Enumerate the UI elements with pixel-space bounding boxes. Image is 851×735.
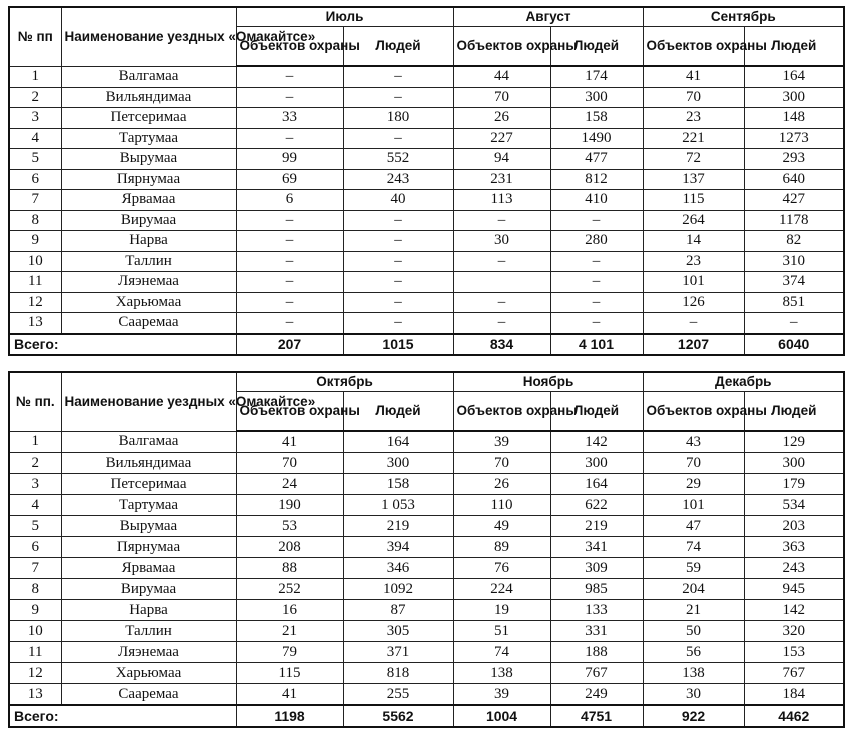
objects-value: 138 bbox=[643, 663, 744, 684]
header-objects: Объектов охраны bbox=[236, 27, 343, 67]
people-value: 622 bbox=[550, 495, 643, 516]
district-name: Ляэнемаа bbox=[61, 642, 236, 663]
table-body bbox=[9, 431, 844, 727]
objects-value: 227 bbox=[453, 128, 550, 149]
objects-value: – bbox=[236, 292, 343, 313]
row-number: 13 bbox=[9, 684, 61, 706]
objects-value: – bbox=[236, 272, 343, 293]
header-num: № пп bbox=[9, 7, 61, 66]
people-value: 164 bbox=[550, 474, 643, 495]
district-name: Пярнумаа bbox=[61, 169, 236, 190]
district-name: Валгамаа bbox=[61, 66, 236, 87]
people-value: 142 bbox=[550, 431, 643, 453]
district-name: Сааремаа bbox=[61, 684, 236, 706]
objects-value: 101 bbox=[643, 272, 744, 293]
objects-value: 89 bbox=[453, 537, 550, 558]
people-value: 812 bbox=[550, 169, 643, 190]
objects-value: 72 bbox=[643, 149, 744, 170]
objects-value: 24 bbox=[236, 474, 343, 495]
header-objects: Объектов охраны bbox=[453, 392, 550, 432]
people-value: 300 bbox=[550, 87, 643, 108]
people-value: – bbox=[343, 251, 453, 272]
objects-value: 6 bbox=[236, 190, 343, 211]
district-name: Нарва bbox=[61, 231, 236, 252]
objects-value: 138 bbox=[453, 663, 550, 684]
objects-value: 231 bbox=[453, 169, 550, 190]
people-value: – bbox=[343, 231, 453, 252]
objects-value: 30 bbox=[453, 231, 550, 252]
people-value: 341 bbox=[550, 537, 643, 558]
people-value: 331 bbox=[550, 621, 643, 642]
objects-value: 50 bbox=[643, 621, 744, 642]
people-value: 249 bbox=[550, 684, 643, 706]
table-row bbox=[9, 169, 844, 190]
district-name: Таллин bbox=[61, 251, 236, 272]
objects-value: 88 bbox=[236, 558, 343, 579]
objects-value: 252 bbox=[236, 579, 343, 600]
people-value: – bbox=[744, 313, 844, 334]
row-number: 10 bbox=[9, 251, 61, 272]
district-name: Харьюмаа bbox=[61, 292, 236, 313]
people-value: 82 bbox=[744, 231, 844, 252]
people-value: 371 bbox=[343, 642, 453, 663]
objects-value: 264 bbox=[643, 210, 744, 231]
row-number: 6 bbox=[9, 169, 61, 190]
objects-value: 21 bbox=[236, 621, 343, 642]
total-label: Всего: bbox=[9, 705, 236, 727]
people-value: 1092 bbox=[343, 579, 453, 600]
people-value: 374 bbox=[744, 272, 844, 293]
people-value: 320 bbox=[744, 621, 844, 642]
objects-value: 19 bbox=[453, 600, 550, 621]
objects-value: – bbox=[236, 210, 343, 231]
people-value: 300 bbox=[744, 87, 844, 108]
total-objects: 834 bbox=[453, 334, 550, 356]
table-row bbox=[9, 537, 844, 558]
people-value: 818 bbox=[343, 663, 453, 684]
people-value: 300 bbox=[744, 453, 844, 474]
header-objects: Объектов охраны bbox=[643, 27, 744, 67]
district-name: Пярнумаа bbox=[61, 537, 236, 558]
objects-value: 115 bbox=[643, 190, 744, 211]
total-row bbox=[9, 334, 844, 356]
people-value: 243 bbox=[343, 169, 453, 190]
district-name: Петсеримаа bbox=[61, 474, 236, 495]
people-value: 394 bbox=[343, 537, 453, 558]
district-name: Таллин bbox=[61, 621, 236, 642]
people-value: 87 bbox=[343, 600, 453, 621]
objects-value: – bbox=[236, 251, 343, 272]
objects-value: 41 bbox=[643, 66, 744, 87]
objects-value: 99 bbox=[236, 149, 343, 170]
objects-value: 69 bbox=[236, 169, 343, 190]
total-people: 4462 bbox=[744, 705, 844, 727]
people-value: 153 bbox=[744, 642, 844, 663]
total-people: 1015 bbox=[343, 334, 453, 356]
header-objects: Объектов охраны bbox=[643, 392, 744, 432]
people-value: 179 bbox=[744, 474, 844, 495]
objects-value bbox=[453, 272, 550, 293]
people-value: 148 bbox=[744, 108, 844, 129]
objects-value: 70 bbox=[453, 87, 550, 108]
objects-value: 70 bbox=[236, 453, 343, 474]
objects-value: 70 bbox=[643, 87, 744, 108]
header-month: Декабрь bbox=[643, 372, 844, 392]
people-value: 158 bbox=[550, 108, 643, 129]
people-value: – bbox=[343, 87, 453, 108]
district-name: Нарва bbox=[61, 600, 236, 621]
people-value: – bbox=[550, 292, 643, 313]
row-number: 2 bbox=[9, 453, 61, 474]
row-number: 9 bbox=[9, 231, 61, 252]
people-value: – bbox=[550, 272, 643, 293]
people-value: 300 bbox=[550, 453, 643, 474]
header-district-name: Наименование уездных «Омакайтсе» bbox=[61, 372, 236, 431]
table-jul-sep bbox=[8, 6, 845, 356]
people-value: 346 bbox=[343, 558, 453, 579]
people-value: 184 bbox=[744, 684, 844, 706]
table-row bbox=[9, 190, 844, 211]
people-value: – bbox=[343, 313, 453, 334]
table-row bbox=[9, 231, 844, 252]
table-row bbox=[9, 108, 844, 129]
row-number: 12 bbox=[9, 292, 61, 313]
table-row bbox=[9, 684, 844, 706]
objects-value: 26 bbox=[453, 108, 550, 129]
people-value: 310 bbox=[744, 251, 844, 272]
people-value: 1490 bbox=[550, 128, 643, 149]
people-value: 164 bbox=[343, 431, 453, 453]
table-row bbox=[9, 558, 844, 579]
table-row bbox=[9, 149, 844, 170]
objects-value: 59 bbox=[643, 558, 744, 579]
objects-value: 190 bbox=[236, 495, 343, 516]
total-objects: 1198 bbox=[236, 705, 343, 727]
total-people: 6040 bbox=[744, 334, 844, 356]
people-value: 133 bbox=[550, 600, 643, 621]
row-number: 4 bbox=[9, 128, 61, 149]
objects-value: 208 bbox=[236, 537, 343, 558]
objects-value: 51 bbox=[453, 621, 550, 642]
row-number: 5 bbox=[9, 149, 61, 170]
row-number: 4 bbox=[9, 495, 61, 516]
objects-value: 49 bbox=[453, 516, 550, 537]
table-row bbox=[9, 313, 844, 334]
objects-value: 94 bbox=[453, 149, 550, 170]
people-value: 40 bbox=[343, 190, 453, 211]
objects-value: 70 bbox=[453, 453, 550, 474]
objects-value: 16 bbox=[236, 600, 343, 621]
header-people: Людей bbox=[343, 392, 453, 432]
objects-value: 39 bbox=[453, 684, 550, 706]
total-objects: 922 bbox=[643, 705, 744, 727]
table-row bbox=[9, 431, 844, 453]
objects-value: 76 bbox=[453, 558, 550, 579]
row-number: 3 bbox=[9, 108, 61, 129]
header-people: Людей bbox=[550, 392, 643, 432]
district-name: Вырумаа bbox=[61, 516, 236, 537]
objects-value: 115 bbox=[236, 663, 343, 684]
row-number: 9 bbox=[9, 600, 61, 621]
header-people: Людей bbox=[550, 27, 643, 67]
district-name: Сааремаа bbox=[61, 313, 236, 334]
objects-value: 101 bbox=[643, 495, 744, 516]
district-name: Вирумаа bbox=[61, 210, 236, 231]
objects-value: 41 bbox=[236, 684, 343, 706]
people-value: 767 bbox=[550, 663, 643, 684]
objects-value: 23 bbox=[643, 251, 744, 272]
district-name: Вирумаа bbox=[61, 579, 236, 600]
district-name: Вильяндимаа bbox=[61, 453, 236, 474]
district-name: Тартумаа bbox=[61, 128, 236, 149]
people-value: 363 bbox=[744, 537, 844, 558]
people-value: 640 bbox=[744, 169, 844, 190]
header-month: Октябрь bbox=[236, 372, 453, 392]
header-month: Июль bbox=[236, 7, 453, 27]
objects-value: 26 bbox=[453, 474, 550, 495]
district-name: Валгамаа bbox=[61, 431, 236, 453]
row-number: 1 bbox=[9, 66, 61, 87]
people-value: 945 bbox=[744, 579, 844, 600]
header-month: Ноябрь bbox=[453, 372, 643, 392]
people-value: 1178 bbox=[744, 210, 844, 231]
people-value: 985 bbox=[550, 579, 643, 600]
objects-value: 44 bbox=[453, 66, 550, 87]
table-row bbox=[9, 453, 844, 474]
district-name: Харьюмаа bbox=[61, 663, 236, 684]
objects-value: – bbox=[453, 313, 550, 334]
objects-value: 23 bbox=[643, 108, 744, 129]
objects-value: 79 bbox=[236, 642, 343, 663]
people-value: 219 bbox=[343, 516, 453, 537]
total-people: 5562 bbox=[343, 705, 453, 727]
objects-value: 56 bbox=[643, 642, 744, 663]
people-value: 188 bbox=[550, 642, 643, 663]
total-row bbox=[9, 705, 844, 727]
row-number: 3 bbox=[9, 474, 61, 495]
header-objects: Объектов охраны bbox=[453, 27, 550, 67]
row-number: 13 bbox=[9, 313, 61, 334]
objects-value: 137 bbox=[643, 169, 744, 190]
header-objects: Объектов охраны bbox=[236, 392, 343, 432]
people-value: 243 bbox=[744, 558, 844, 579]
people-value: – bbox=[550, 313, 643, 334]
objects-value: 70 bbox=[643, 453, 744, 474]
objects-value: 33 bbox=[236, 108, 343, 129]
header-people: Людей bbox=[744, 27, 844, 67]
header-people: Людей bbox=[744, 392, 844, 432]
table-row bbox=[9, 642, 844, 663]
objects-value: 126 bbox=[643, 292, 744, 313]
table-row bbox=[9, 579, 844, 600]
people-value: – bbox=[343, 292, 453, 313]
objects-value: 43 bbox=[643, 431, 744, 453]
table-row bbox=[9, 128, 844, 149]
people-value: 158 bbox=[343, 474, 453, 495]
table-row bbox=[9, 663, 844, 684]
table-oct-dec bbox=[8, 371, 845, 728]
header-month: Август bbox=[453, 7, 643, 27]
district-name: Ярвамаа bbox=[61, 558, 236, 579]
objects-value: – bbox=[236, 231, 343, 252]
objects-value: 74 bbox=[453, 642, 550, 663]
people-value: 203 bbox=[744, 516, 844, 537]
objects-value: 47 bbox=[643, 516, 744, 537]
objects-value: 41 bbox=[236, 431, 343, 453]
objects-value: 14 bbox=[643, 231, 744, 252]
people-value: 534 bbox=[744, 495, 844, 516]
people-value: 309 bbox=[550, 558, 643, 579]
table-row bbox=[9, 251, 844, 272]
objects-value: 39 bbox=[453, 431, 550, 453]
district-name: Ляэнемаа bbox=[61, 272, 236, 293]
table-body bbox=[9, 66, 844, 355]
header-num: № пп. bbox=[9, 372, 61, 431]
people-value: 410 bbox=[550, 190, 643, 211]
objects-value: 21 bbox=[643, 600, 744, 621]
people-value: 300 bbox=[343, 453, 453, 474]
objects-value: – bbox=[453, 251, 550, 272]
objects-value: 30 bbox=[643, 684, 744, 706]
people-value: 305 bbox=[343, 621, 453, 642]
people-value: 1273 bbox=[744, 128, 844, 149]
table-row bbox=[9, 516, 844, 537]
table-row bbox=[9, 600, 844, 621]
district-name: Петсеримаа bbox=[61, 108, 236, 129]
header-people: Людей bbox=[343, 27, 453, 67]
row-number: 10 bbox=[9, 621, 61, 642]
objects-value: 29 bbox=[643, 474, 744, 495]
row-number: 12 bbox=[9, 663, 61, 684]
objects-value: 224 bbox=[453, 579, 550, 600]
total-objects: 207 bbox=[236, 334, 343, 356]
table-row bbox=[9, 495, 844, 516]
objects-value: 221 bbox=[643, 128, 744, 149]
people-value: – bbox=[343, 128, 453, 149]
row-number: 7 bbox=[9, 558, 61, 579]
objects-value: – bbox=[453, 210, 550, 231]
row-number: 8 bbox=[9, 210, 61, 231]
people-value: 851 bbox=[744, 292, 844, 313]
objects-value: – bbox=[453, 292, 550, 313]
district-name: Тартумаа bbox=[61, 495, 236, 516]
total-label: Всего: bbox=[9, 334, 236, 356]
table-row bbox=[9, 87, 844, 108]
header-district-name: Наименование уездных «Омакайтсе» bbox=[61, 7, 236, 66]
people-value: 427 bbox=[744, 190, 844, 211]
objects-value: – bbox=[236, 128, 343, 149]
people-value: 164 bbox=[744, 66, 844, 87]
row-number: 11 bbox=[9, 642, 61, 663]
people-value: 552 bbox=[343, 149, 453, 170]
row-number: 1 bbox=[9, 431, 61, 453]
row-number: 7 bbox=[9, 190, 61, 211]
row-number: 11 bbox=[9, 272, 61, 293]
people-value: 1 053 bbox=[343, 495, 453, 516]
district-name: Вырумаа bbox=[61, 149, 236, 170]
people-value: – bbox=[343, 210, 453, 231]
table-row bbox=[9, 272, 844, 293]
total-objects: 1207 bbox=[643, 334, 744, 356]
district-name: Вильяндимаа bbox=[61, 87, 236, 108]
objects-value: 74 bbox=[643, 537, 744, 558]
people-value: 293 bbox=[744, 149, 844, 170]
total-people: 4 101 bbox=[550, 334, 643, 356]
people-value: – bbox=[343, 66, 453, 87]
people-value: 255 bbox=[343, 684, 453, 706]
objects-value: 204 bbox=[643, 579, 744, 600]
row-number: 6 bbox=[9, 537, 61, 558]
row-number: 8 bbox=[9, 579, 61, 600]
people-value: – bbox=[343, 272, 453, 293]
people-value: 477 bbox=[550, 149, 643, 170]
objects-value: 110 bbox=[453, 495, 550, 516]
people-value: 174 bbox=[550, 66, 643, 87]
row-number: 5 bbox=[9, 516, 61, 537]
table-row bbox=[9, 292, 844, 313]
total-people: 4751 bbox=[550, 705, 643, 727]
header-month: Сентябрь bbox=[643, 7, 844, 27]
people-value: – bbox=[550, 210, 643, 231]
people-value: – bbox=[550, 251, 643, 272]
objects-value: – bbox=[643, 313, 744, 334]
people-value: 129 bbox=[744, 431, 844, 453]
table-row bbox=[9, 210, 844, 231]
people-value: 180 bbox=[343, 108, 453, 129]
table-row bbox=[9, 66, 844, 87]
objects-value: 113 bbox=[453, 190, 550, 211]
total-objects: 1004 bbox=[453, 705, 550, 727]
district-name: Ярвамаа bbox=[61, 190, 236, 211]
people-value: 280 bbox=[550, 231, 643, 252]
row-number: 2 bbox=[9, 87, 61, 108]
table-row bbox=[9, 621, 844, 642]
objects-value: – bbox=[236, 313, 343, 334]
people-value: 142 bbox=[744, 600, 844, 621]
objects-value: – bbox=[236, 66, 343, 87]
objects-value: 53 bbox=[236, 516, 343, 537]
table-row bbox=[9, 474, 844, 495]
objects-value: – bbox=[236, 87, 343, 108]
people-value: 767 bbox=[744, 663, 844, 684]
people-value: 219 bbox=[550, 516, 643, 537]
